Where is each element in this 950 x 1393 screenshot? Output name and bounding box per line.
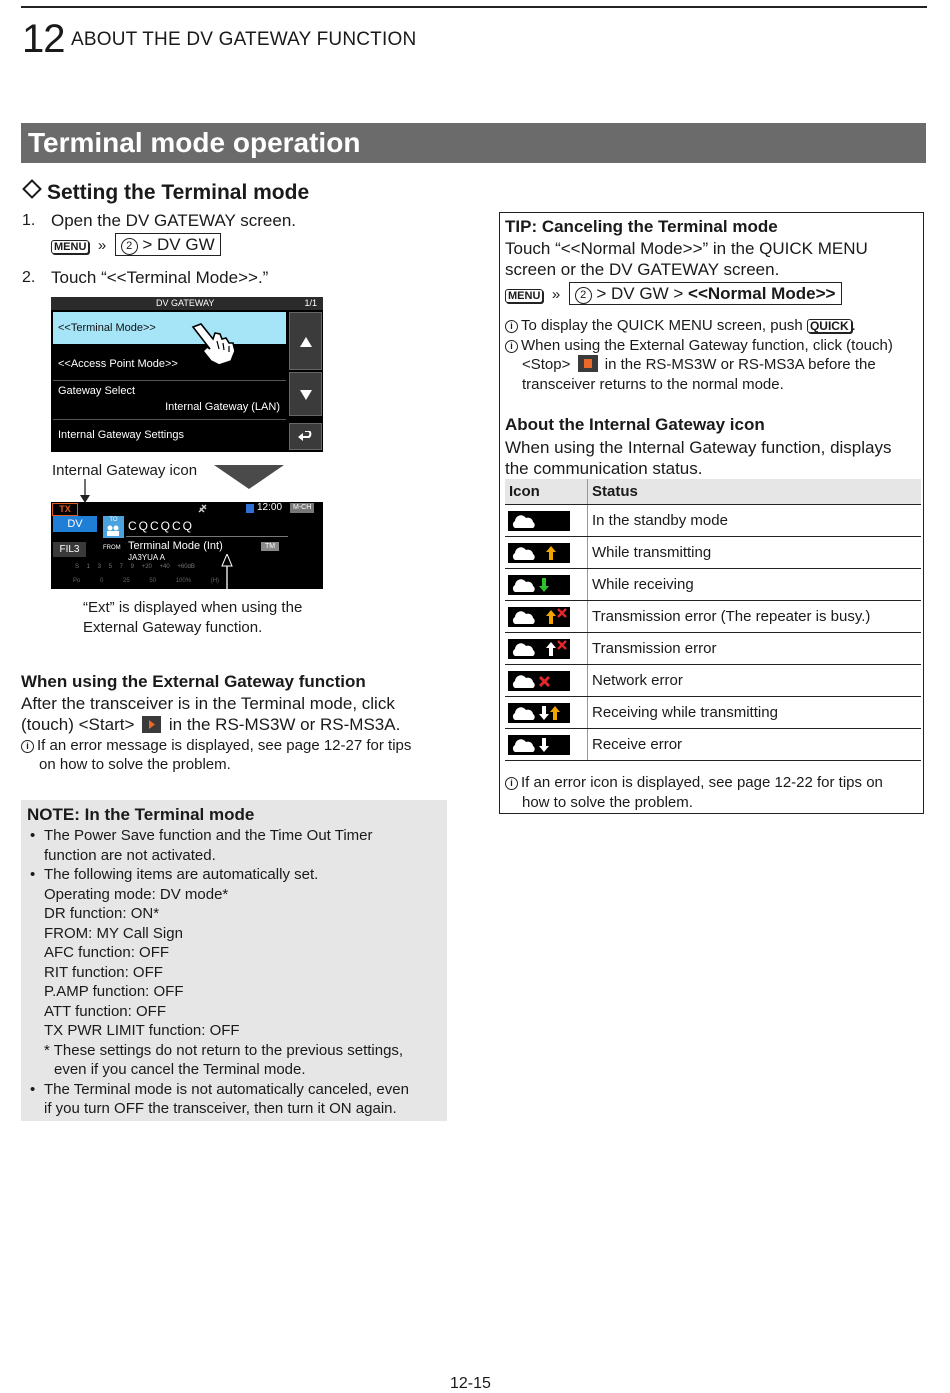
table-row: While receiving	[505, 569, 921, 601]
screen-title: DV GATEWAY	[156, 298, 215, 308]
step1-path	[51, 233, 221, 256]
note-b3-l1: The Terminal mode is not automatically canceled, even	[44, 1080, 409, 1098]
table-row: While transmitting	[505, 537, 921, 569]
cloud-down-icon	[508, 735, 570, 755]
col-icon: Icon	[505, 479, 588, 505]
info-icon: i	[505, 777, 518, 790]
chapter-number: 12	[22, 17, 65, 61]
pointer-arrow	[219, 554, 235, 590]
status-icon-table	[505, 479, 921, 761]
step2-text: Touch “<<Terminal Mode>>.”	[51, 268, 269, 287]
tip-l2: screen or the DV GATEWAY screen.	[505, 260, 780, 279]
tx-indicator: TX	[52, 503, 78, 516]
my-call: JA3YUA A	[128, 553, 165, 562]
tip-path-box: 2 > DV GW > <<Normal Mode>>	[569, 282, 843, 305]
info-icon: i	[505, 340, 518, 353]
step2-number: 2.	[22, 269, 36, 286]
note-setting: DR function: ON*	[44, 905, 160, 922]
separator	[126, 536, 288, 537]
menu-key-icon: MENU	[505, 289, 543, 303]
note-heading: NOTE: In the Terminal mode	[27, 805, 255, 824]
step1-text: Open the DV GATEWAY screen.	[51, 211, 297, 230]
circled-number: 2	[121, 238, 138, 255]
external-line2: (touch) <Start> in the RS-MS3W or RS-MS3A.	[21, 715, 401, 734]
about-heading: About the Internal Gateway icon	[505, 415, 765, 434]
table-row: Network error	[505, 665, 921, 697]
note-setting: ATT function: OFF	[44, 1002, 166, 1020]
separator	[53, 419, 286, 420]
about-l2: the communication status.	[505, 459, 703, 478]
meter-bottom: Po 0 25 50 100% (H)	[73, 578, 220, 584]
note-setting: TX PWR LIMIT function: OFF	[44, 1022, 240, 1039]
filter-indicator: FIL3	[53, 542, 86, 557]
note-setting: P.AMP function: OFF	[44, 983, 184, 1000]
table-row: Receiving while transmitting	[505, 697, 921, 729]
note-b3-l2: if you turn OFF the transceiver, then turn it ON again.	[44, 1100, 397, 1117]
scroll-down-button[interactable]	[289, 372, 322, 416]
return-icon	[298, 431, 314, 443]
from-text: Terminal Mode (Int)	[128, 540, 223, 552]
gateway-select-item[interactable]: Gateway Select Internal Gateway (LAN)	[53, 383, 286, 417]
quick-key-icon: QUICK	[807, 319, 852, 333]
note-setting: RIT function: OFF	[44, 963, 163, 981]
status-screen	[51, 502, 323, 589]
about-l1: When using the Internal Gateway function, displays	[505, 438, 892, 457]
internal-gateway-settings-item[interactable]: Internal Gateway Settings	[58, 429, 184, 441]
menu-key-icon: MENU	[51, 240, 89, 254]
cloud-icon	[508, 511, 570, 531]
note-footnote: even if you cancel the Terminal mode.	[54, 1061, 306, 1078]
info-icon: i	[505, 320, 518, 333]
menu-arrow: »	[97, 237, 107, 254]
note-box	[21, 800, 447, 1121]
return-button[interactable]	[289, 423, 322, 450]
internal-gateway-label: Internal Gateway icon	[52, 462, 198, 479]
section-title: Terminal mode operation	[28, 127, 361, 158]
section-bar	[21, 123, 926, 163]
dv-gateway-screen	[51, 297, 323, 452]
down-arrow-icon	[300, 390, 312, 400]
tip-l1: Touch “<<Normal Mode>>” in the QUICK MENU	[505, 239, 868, 258]
satellite-icon	[197, 503, 209, 514]
screen-titlebar	[51, 297, 323, 310]
col-status: Status	[588, 479, 922, 505]
table-row: In the standby mode	[505, 505, 921, 537]
bullet: •	[30, 827, 36, 844]
note-footnote: * These settings do not return to the previous settings,	[44, 1041, 404, 1059]
from-label: FROM	[103, 545, 121, 551]
external-info: i If an error message is displayed, see page 12-27 for tips on how to solve the problem.	[21, 736, 411, 774]
step1-path-box: 2 > DV GW	[115, 233, 221, 256]
mode-dv: DV	[53, 516, 97, 532]
bullet: •	[30, 866, 36, 883]
info-icon: i	[21, 740, 34, 753]
down-triangle-icon	[214, 465, 284, 489]
page-number: 12-15	[450, 1375, 491, 1392]
step1-number: 1.	[22, 212, 36, 229]
scroll-up-button[interactable]	[289, 312, 322, 370]
about-info: i If an error icon is displayed, see page 12-22 for tips on how to solve the problem.	[505, 773, 883, 812]
note-b1-l2: function are not activated.	[44, 846, 216, 864]
cloud-up-error-icon	[508, 607, 570, 627]
external-heading: When using the External Gateway function	[21, 672, 366, 691]
cloud-up-down-icon	[508, 703, 570, 723]
note-setting: Operating mode: DV mode*	[44, 885, 229, 903]
gateway-status-icon	[246, 504, 254, 513]
table-row: Transmission error (The repeater is busy.)	[505, 601, 921, 633]
separator	[53, 380, 286, 381]
note-b2-l1: The following items are automatically set.	[44, 866, 319, 883]
chapter-title: ABOUT THE DV GATEWAY FUNCTION	[71, 29, 417, 50]
diamond-icon	[22, 179, 42, 199]
top-rule	[21, 6, 927, 8]
cloud-down-arrow-icon	[508, 575, 570, 595]
access-point-item[interactable]: <<Access Point Mode>>	[58, 358, 178, 370]
note-setting: AFC function: OFF	[44, 944, 170, 961]
setting-heading: Setting the Terminal mode	[22, 180, 309, 206]
bullet: •	[30, 1080, 36, 1098]
clock: 12:00	[257, 502, 283, 513]
to-badge: TO	[103, 516, 124, 538]
tip-info: i To display the QUICK MENU screen, push QUICK . i When using the External Gateway function, click (touch) <Stop> in the RS-MS3W or RS-MS3A before the transceiver returns to the normal mode.	[505, 316, 893, 394]
cloud-up-error-icon	[508, 639, 570, 659]
people-icon	[103, 525, 124, 537]
up-arrow-icon	[300, 337, 312, 347]
m-ch-badge: M-CH	[290, 503, 314, 513]
ext-note: “Ext” is displayed when using the External Gateway function.	[83, 599, 303, 636]
cloud-up-arrow-icon	[508, 543, 570, 563]
meter-scale: S 1 3 5 7 9 +20 +40 +60dB	[75, 564, 195, 570]
screen-page: 1/1	[304, 298, 317, 308]
to-call: CQCQCQ	[128, 519, 194, 533]
table-row: Transmission error	[505, 633, 921, 665]
tm-badge: TM	[261, 542, 279, 551]
start-icon	[142, 716, 161, 733]
cloud-error-icon	[508, 671, 570, 691]
tip-path: MENU » 2 > DV GW > <<Normal Mode>>	[505, 282, 842, 305]
stop-icon	[578, 355, 598, 372]
terminal-mode-item[interactable]: <<Terminal Mode>>	[53, 312, 286, 344]
note-setting: FROM: MY Call Sign	[44, 924, 183, 942]
note-b1-l1: The Power Save function and the Time Out Timer	[44, 827, 373, 844]
table-row: Receive error	[505, 729, 921, 761]
gateway-select-value: Internal Gateway (LAN)	[165, 401, 280, 413]
label-arrow	[79, 479, 91, 503]
tip-heading: TIP: Canceling the Terminal mode	[505, 217, 778, 236]
external-line1: After the transceiver is in the Terminal mode, click	[21, 694, 395, 713]
